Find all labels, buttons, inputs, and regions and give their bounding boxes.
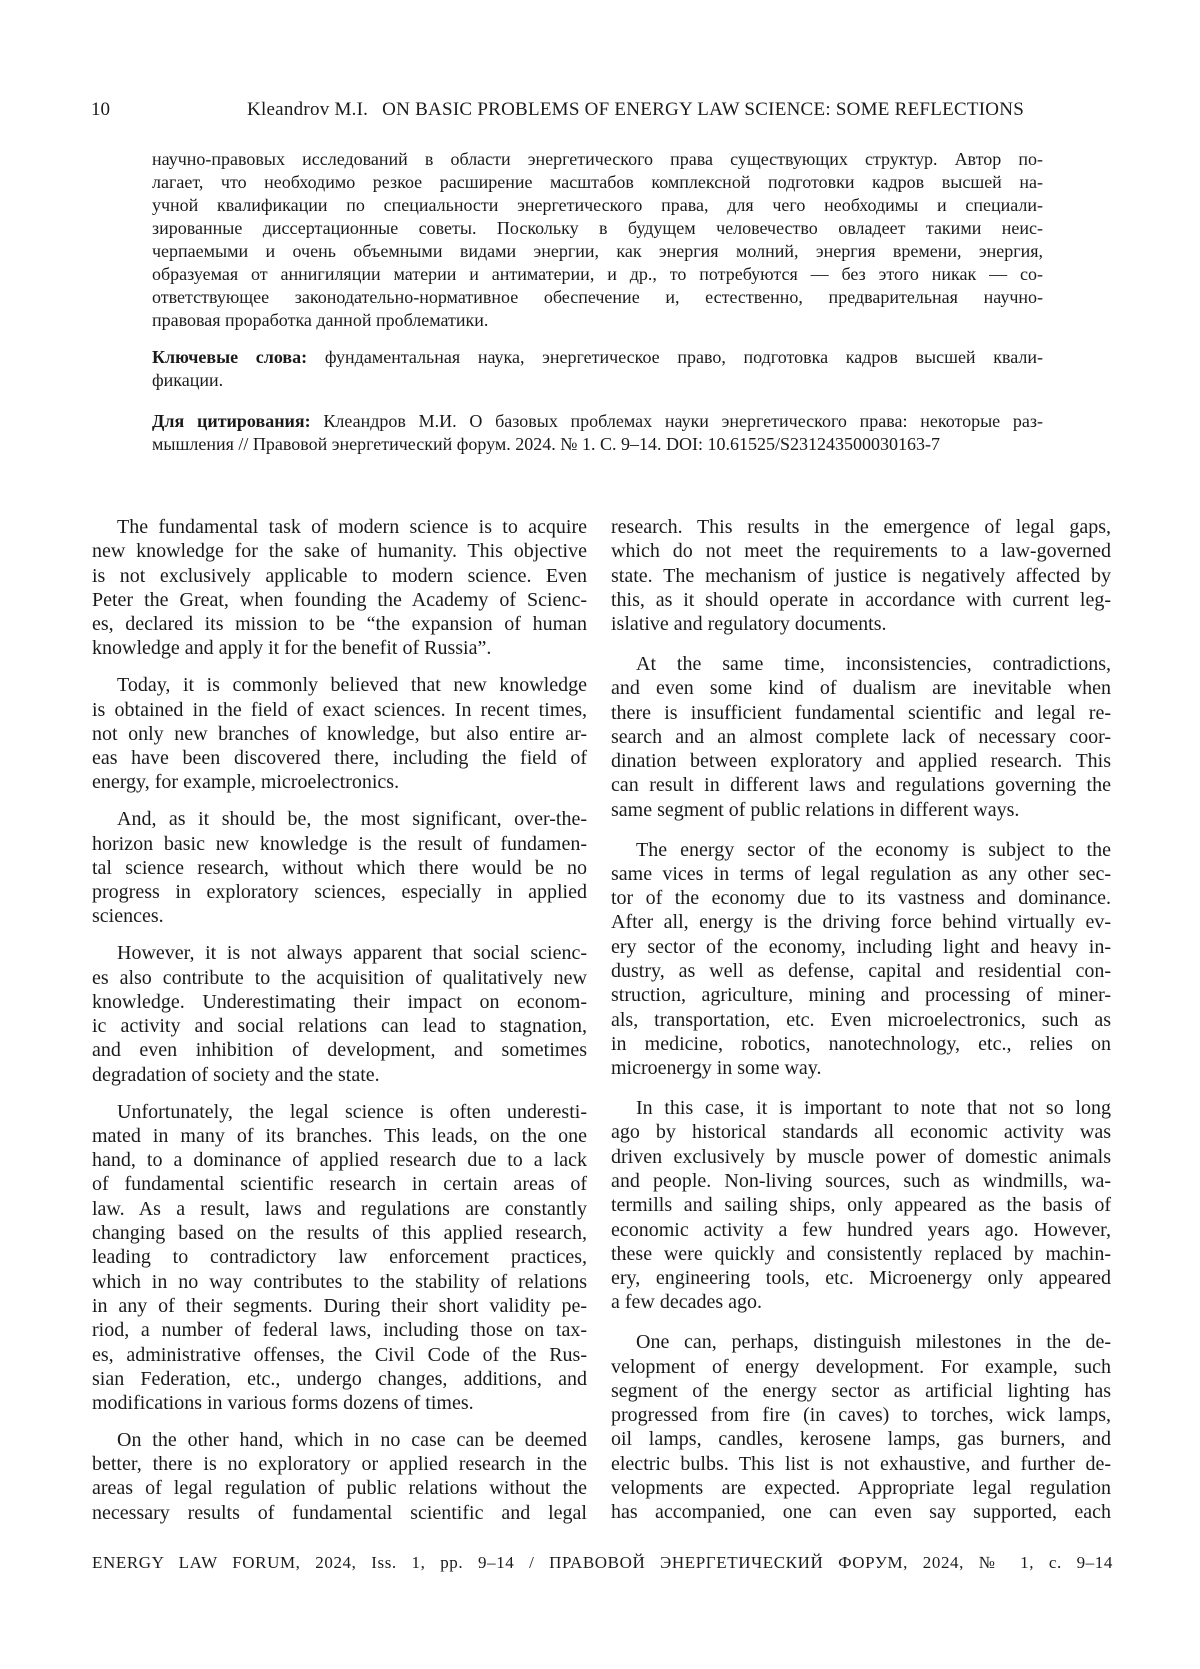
text-line: microenergy in some way. bbox=[611, 1056, 1111, 1080]
keywords-text: фундаментальная наука, энергетическое право, подготовка кадров высшей квали- bbox=[307, 347, 1043, 367]
text-line: termills and sailing ships, only appeared as the basis of bbox=[611, 1193, 1111, 1217]
text-line: is obtained in the field of exact sciences. In recent times, bbox=[92, 698, 587, 722]
text-line: leading to contradictory law enforcement practices, bbox=[92, 1245, 587, 1269]
paragraph bbox=[92, 673, 587, 794]
text-line: At the same time, inconsistencies, contradictions, bbox=[611, 652, 1111, 676]
text-line: degradation of society and the state. bbox=[92, 1063, 587, 1087]
text-line: new knowledge for the sake of humanity. This objective bbox=[92, 539, 587, 563]
header-author: Kleandrov M.I. bbox=[247, 99, 368, 120]
text-line: economic activity a few hundred years ago. However, bbox=[611, 1218, 1111, 1242]
keywords-text: фикации. bbox=[152, 369, 1043, 392]
citation-text: Клеандров М.И. О базовых проблемах науки энергетического права: некоторые раз- bbox=[311, 411, 1043, 431]
header-title: ON BASIC PROBLEMS OF ENERGY LAW SCIENCE: SOME REFLECTIONS bbox=[382, 99, 1024, 120]
paragraph bbox=[611, 1330, 1111, 1524]
text-line: tor of the economy due to its vastness and dominance. bbox=[611, 886, 1111, 910]
running-header bbox=[247, 98, 1113, 122]
text-line: And, as it should be, the most significant, over-the- bbox=[92, 807, 587, 831]
citation bbox=[152, 410, 1043, 456]
text-line: Unfortunately, the legal science is often underesti- bbox=[92, 1100, 587, 1124]
text-line: mated in many of its branches. This leads, on the one bbox=[92, 1124, 587, 1148]
text-line: After all, energy is the driving force behind virtually ev- bbox=[611, 910, 1111, 934]
paragraph bbox=[92, 807, 587, 928]
text-line: in medicine, robotics, nanotechnology, etc., relies on bbox=[611, 1032, 1111, 1056]
text-line: this, as it should operate in accordance with current leg- bbox=[611, 588, 1111, 612]
text-line: can result in different laws and regulations governing the bbox=[611, 773, 1111, 797]
text-line: es, declared its mission to be “the expansion of human bbox=[92, 612, 587, 636]
text-line: ic activity and social relations can lead to stagnation, bbox=[92, 1014, 587, 1038]
text-line: there is insufficient fundamental scientific and legal re- bbox=[611, 701, 1111, 725]
text-line: In this case, it is important to note that not so long bbox=[611, 1096, 1111, 1120]
text-line: progress in exploratory sciences, especially in applied bbox=[92, 880, 587, 904]
text-line: Today, it is commonly believed that new knowledge bbox=[92, 673, 587, 697]
text-line: not only new branches of knowledge, but also entire ar- bbox=[92, 722, 587, 746]
paragraph bbox=[611, 1096, 1111, 1315]
citation-label: Для цитирования: bbox=[152, 411, 311, 431]
text-line: es also contribute to the acquisition of qualitatively new bbox=[92, 966, 587, 990]
text-line: and even inhibition of development, and sometimes bbox=[92, 1038, 587, 1062]
text-line: islative and regulatory documents. bbox=[611, 612, 1111, 636]
abstract bbox=[152, 148, 1043, 332]
text-line: als, transportation, etc. Even microelectronics, such as bbox=[611, 1008, 1111, 1032]
keywords bbox=[152, 346, 1043, 392]
abstract-line: ответствующее законодательно-нормативное обеспечение и, естественно, предварительная научно- bbox=[152, 286, 1043, 309]
abstract-line: черпаемыми и очень объемными видами энергии, как энергия молний, энергия времени, энергия, bbox=[152, 240, 1043, 263]
abstract-line: зированные диссертационные советы. Поскольку в будущем человечество овладеет такими неис- bbox=[152, 217, 1043, 240]
text-line: areas of legal regulation of public relations without the bbox=[92, 1476, 587, 1500]
text-line: better, there is no exploratory or applied research in the bbox=[92, 1452, 587, 1476]
text-line: struction, agriculture, mining and processing of miner- bbox=[611, 983, 1111, 1007]
text-line: segment of the energy sector as artificial lighting has bbox=[611, 1379, 1111, 1403]
text-line: ery, engineering tools, etc. Microenergy only appeared bbox=[611, 1266, 1111, 1290]
abstract-line: правовая проработка данной проблематики. bbox=[152, 309, 1043, 332]
text-line: hand, to a dominance of applied research due to a lack bbox=[92, 1148, 587, 1172]
text-line: these were quickly and consistently replaced by machin- bbox=[611, 1242, 1111, 1266]
text-line: changing based on the results of this applied research, bbox=[92, 1221, 587, 1245]
abstract-line: учной квалификации по специальности энергетического права, для чего необходимы и специали- bbox=[152, 194, 1043, 217]
text-line: of fundamental scientific research in certain areas of bbox=[92, 1172, 587, 1196]
text-line: velopment of energy development. For example, such bbox=[611, 1355, 1111, 1379]
text-line: oil lamps, candles, kerosene lamps, gas burners, and bbox=[611, 1427, 1111, 1451]
text-line: necessary results of fundamental scientific and legal bbox=[92, 1501, 587, 1525]
text-line: ery sector of the economy, including light and heavy in- bbox=[611, 935, 1111, 959]
text-line: energy, for example, microelectronics. bbox=[92, 770, 587, 794]
paragraph bbox=[92, 1428, 587, 1525]
text-line: riod, a number of federal laws, including those on tax- bbox=[92, 1318, 587, 1342]
text-line: which do not meet the requirements to a law-governed bbox=[611, 539, 1111, 563]
text-line: eas have been discovered there, including the field of bbox=[92, 746, 587, 770]
text-line: On the other hand, which in no case can be deemed bbox=[92, 1428, 587, 1452]
text-line: knowledge. Underestimating their impact on econom- bbox=[92, 990, 587, 1014]
text-line: ago by historical standards all economic activity was bbox=[611, 1120, 1111, 1144]
text-line: One can, perhaps, distinguish milestones in the de- bbox=[611, 1330, 1111, 1354]
text-line: driven exclusively by muscle power of domestic animals bbox=[611, 1145, 1111, 1169]
text-line: same vices in terms of legal regulation as any other sec- bbox=[611, 862, 1111, 886]
text-line: tal science research, without which there would be no bbox=[92, 856, 587, 880]
paragraph bbox=[611, 515, 1111, 636]
text-line: knowledge and apply it for the benefit of Russia”. bbox=[92, 636, 587, 660]
text-line: and people. Non-living sources, such as windmills, wa- bbox=[611, 1169, 1111, 1193]
abstract-line: научно-правовых исследований в области энергетического права существующих структур. Автор по- bbox=[152, 148, 1043, 171]
text-line: However, it is not always apparent that social scienc- bbox=[92, 941, 587, 965]
paragraph bbox=[92, 1100, 587, 1416]
text-line: a few decades ago. bbox=[611, 1290, 1111, 1314]
text-line: progressed from fire (in caves) to torches, wick lamps, bbox=[611, 1403, 1111, 1427]
text-line: and even some kind of dualism are inevitable when bbox=[611, 676, 1111, 700]
text-line: modifications in various forms dozens of times. bbox=[92, 1391, 587, 1415]
text-line: velopments are expected. Appropriate legal regulation bbox=[611, 1476, 1111, 1500]
paragraph bbox=[611, 838, 1111, 1081]
page-number: 10 bbox=[91, 98, 110, 122]
body-right-column bbox=[611, 515, 1111, 1540]
text-line: has accompanied, one can even say supported, each bbox=[611, 1500, 1111, 1524]
text-line: The fundamental task of modern science is to acquire bbox=[92, 515, 587, 539]
text-line: dination between exploratory and applied research. This bbox=[611, 749, 1111, 773]
abstract-line: лагает, что необходимо резкое расширение масштабов комплексной подготовки кадров высшей на- bbox=[152, 171, 1043, 194]
text-line: es, administrative offenses, the Civil Code of the Rus- bbox=[92, 1343, 587, 1367]
text-line: sciences. bbox=[92, 904, 587, 928]
text-line: state. The mechanism of justice is negatively affected by bbox=[611, 564, 1111, 588]
keywords-label: Ключевые слова: bbox=[152, 347, 307, 367]
text-line: law. As a result, laws and regulations are constantly bbox=[92, 1197, 587, 1221]
page-footer: ENERGY LAW FORUM, 2024, Iss. 1, pp. 9–14 / ПРАВОВОЙ ЭНЕРГЕТИЧЕСКИЙ ФОРУМ, 2024, № 1, с. 9–14 bbox=[92, 1551, 1113, 1575]
text-line: which in no way contributes to the stability of relations bbox=[92, 1270, 587, 1294]
text-line: dustry, as well as defense, capital and residential con- bbox=[611, 959, 1111, 983]
text-line: electric bulbs. This list is not exhaustive, and further de- bbox=[611, 1452, 1111, 1476]
text-line: research. This results in the emergence of legal gaps, bbox=[611, 515, 1111, 539]
paragraph bbox=[611, 652, 1111, 822]
text-line: in any of their segments. During their short validity pe- bbox=[92, 1294, 587, 1318]
body-left-column bbox=[92, 515, 587, 1538]
text-line: horizon basic new knowledge is the result of fundamen- bbox=[92, 832, 587, 856]
abstract-line: образуемая от аннигиляции материи и антиматерии, и др., то потребуются — без этого никак — со- bbox=[152, 263, 1043, 286]
text-line: sian Federation, etc., undergo changes, additions, and bbox=[92, 1367, 587, 1391]
text-line: same segment of public relations in different ways. bbox=[611, 798, 1111, 822]
text-line: is not exclusively applicable to modern science. Even bbox=[92, 564, 587, 588]
paragraph bbox=[92, 515, 587, 661]
citation-text: мышления // Правовой энергетический форум. 2024. № 1. С. 9–14. DOI: 10.61525/S231243500030163-7 bbox=[152, 433, 1043, 456]
text-line: Peter the Great, when founding the Academy of Scienc- bbox=[92, 588, 587, 612]
paragraph bbox=[92, 941, 587, 1087]
text-line: The energy sector of the economy is subject to the bbox=[611, 838, 1111, 862]
text-line: search and an almost complete lack of necessary coor- bbox=[611, 725, 1111, 749]
